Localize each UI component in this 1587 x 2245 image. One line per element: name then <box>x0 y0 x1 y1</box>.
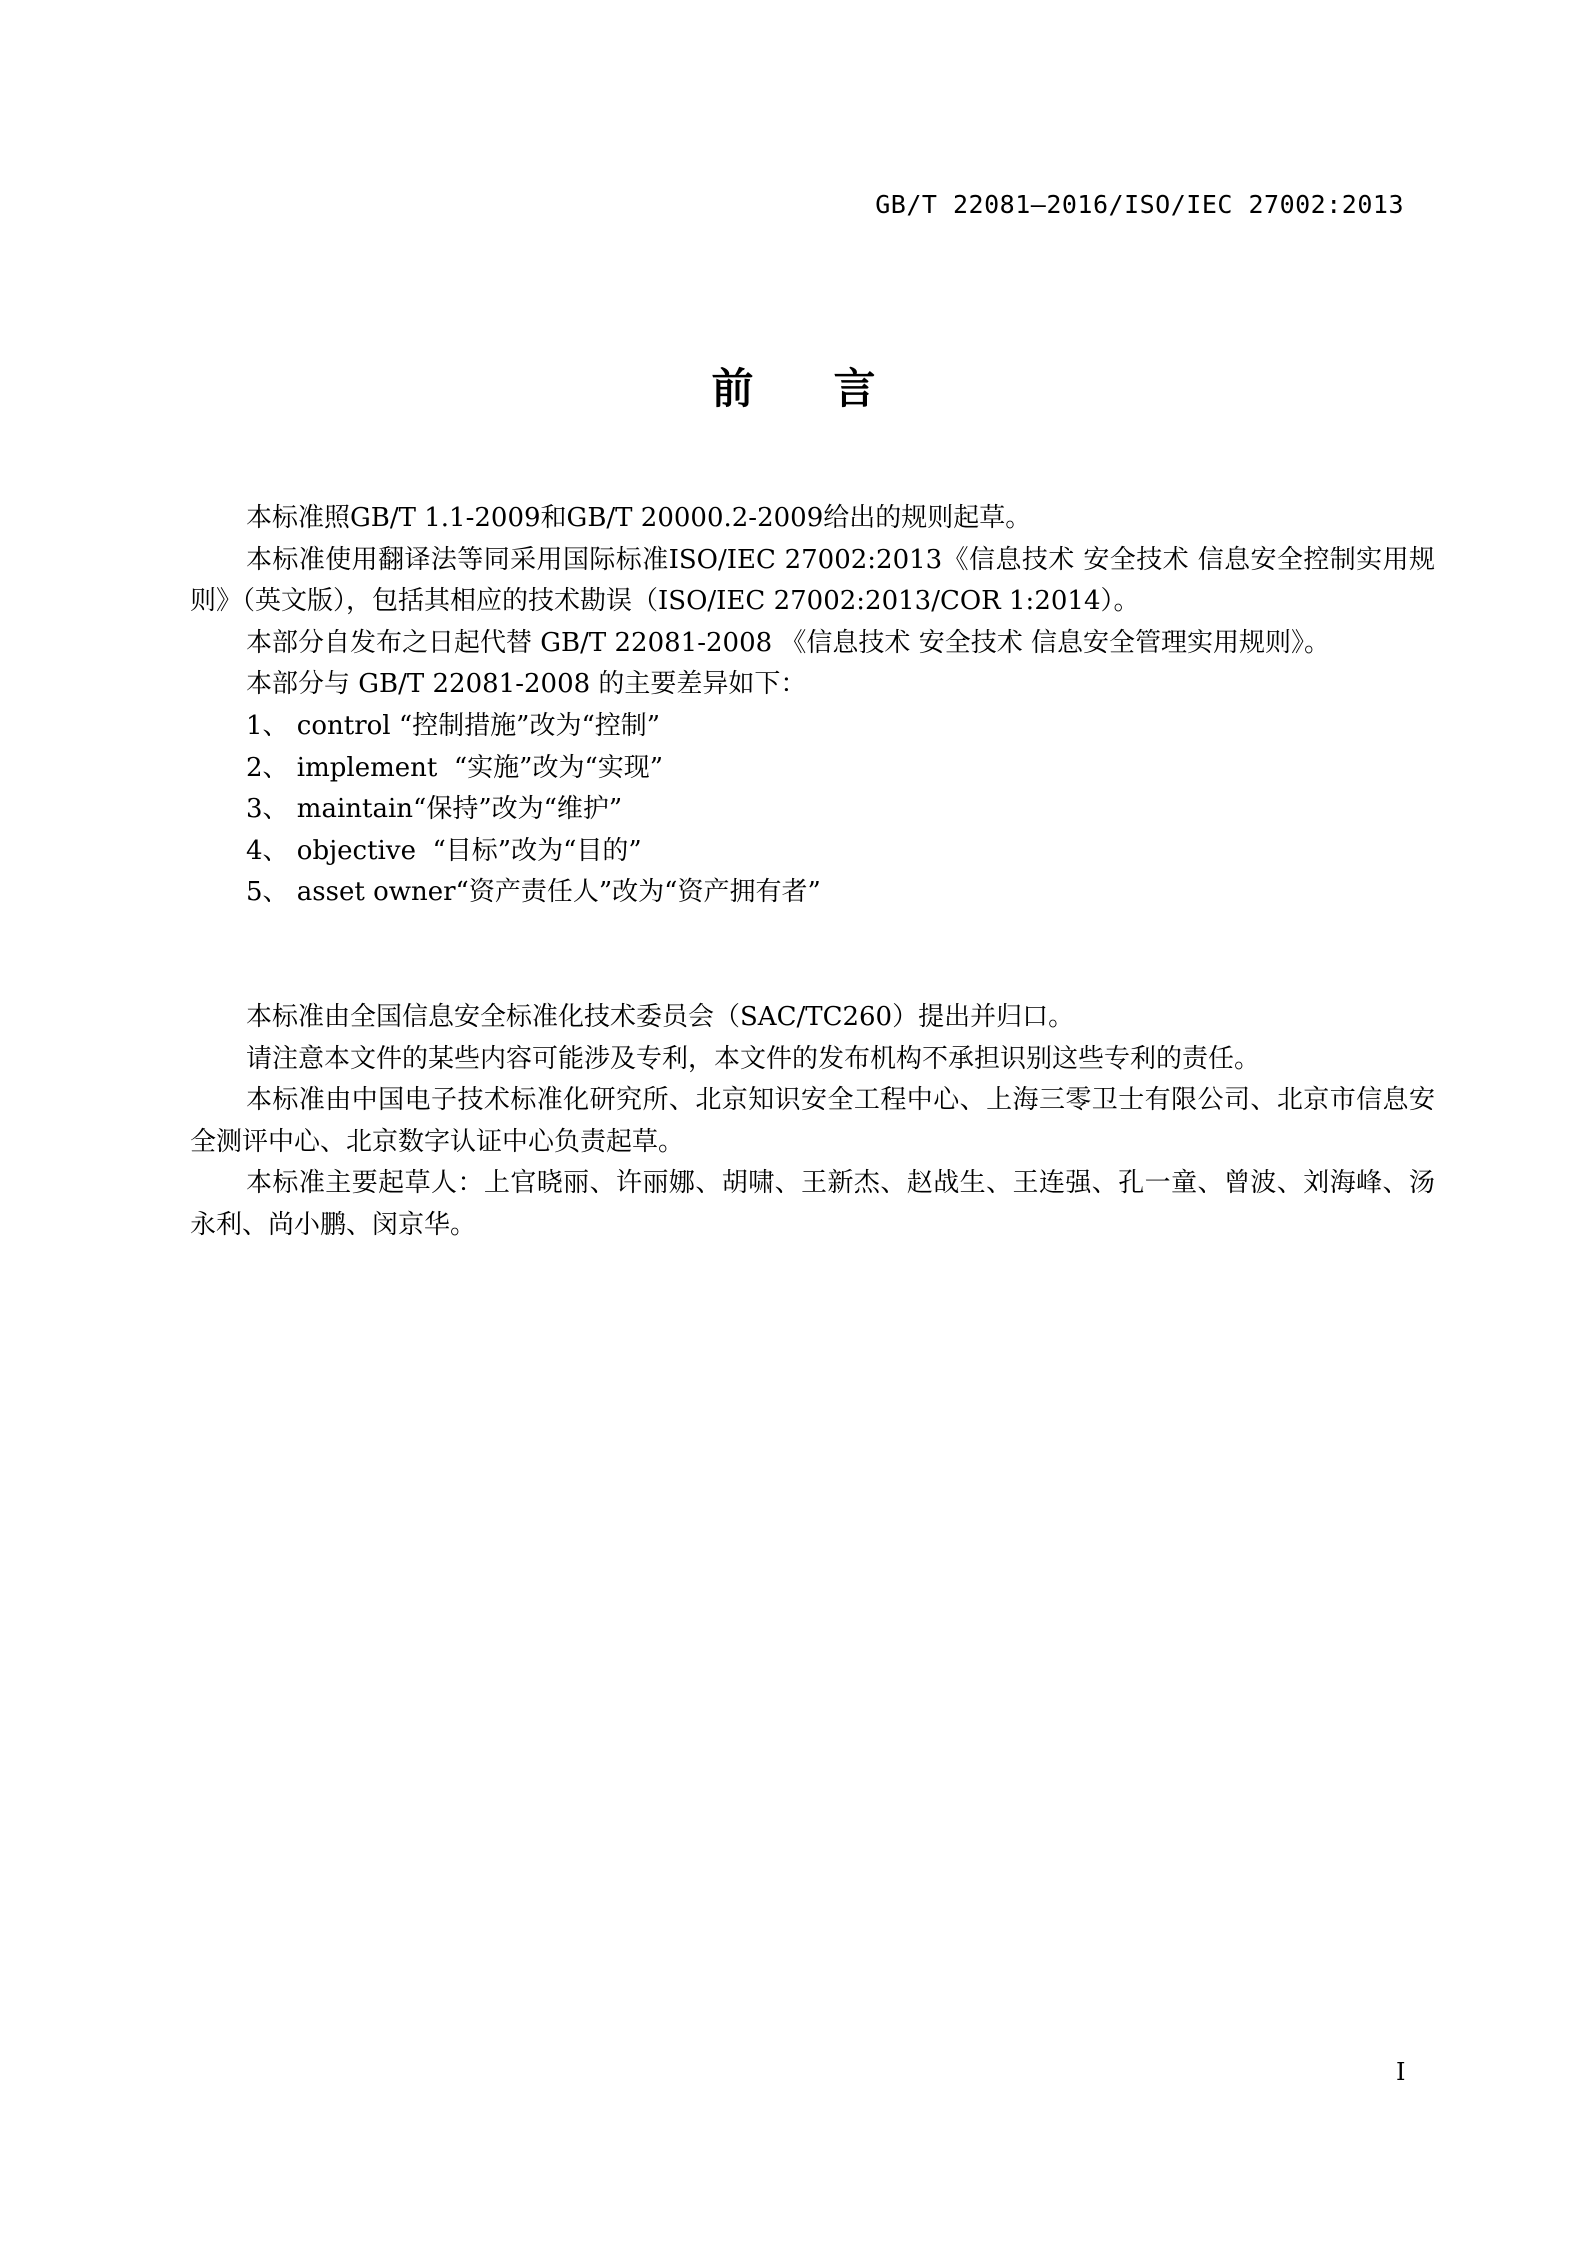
list-item: 5、 asset owner“资产责任人”改为“资产拥有者” <box>246 877 821 908</box>
list-item: 2、 implement “实施”改为“实现” <box>246 752 664 783</box>
paragraph-drafters: 本标准主要起草人：上官晓丽、许丽娜、胡啸、王新杰、赵战生、王连强、孔一童、曾波、刘海峰、汤永利、尚小鹏、闵京华。 <box>190 1168 1435 1240</box>
page-title: 前言 <box>711 364 956 413</box>
paragraph-replacement: 本部分自发布之日起代替 GB/T 22081-2008 《信息技术 安全技术 信息安全管理实用规则》。 <box>246 627 1330 658</box>
list-item: 3、 maintain“保持”改为“维护” <box>246 794 623 825</box>
page-number: I <box>1396 2058 1406 2086</box>
foreword-body <box>190 498 1435 1247</box>
paragraph-patent-notice: 请注意本文件的某些内容可能涉及专利，本文件的发布机构不承担识别这些专利的责任。 <box>246 1043 1261 1074</box>
list-item: 1、 control “控制措施”改为“控制” <box>246 710 661 741</box>
paragraph-proposer: 本标准由全国信息安全标准化技术委员会（SAC/TC260）提出并归口。 <box>246 1001 1075 1032</box>
paragraph-adoption: 本标准使用翻译法等同采用国际标准ISO/IEC 27002:2013《信息技术 安全技术 信息安全控制实用规则》（英文版），包括其相应的技术勘误（ISO/IEC 27002:2013/COR 1:2014）。 <box>190 544 1435 617</box>
paragraph-drafting-rules: 本标准照GB/T 1.1-2009和GB/T 20000.2-2009给出的规则起草。 <box>246 503 1032 533</box>
standard-code-header: GB/T 22081—2016/ISO/IEC 27002:2013 <box>875 190 1404 219</box>
paragraph-drafting-units: 本标准由中国电子技术标准化研究所、北京知识安全工程中心、上海三零卫士有限公司、北京市信息安全测评中心、北京数字认证中心负责起草。 <box>190 1085 1435 1157</box>
paragraph-differences-intro: 本部分与 GB/T 22081-2008 的主要差异如下： <box>246 669 807 700</box>
list-item: 4、 objective “目标”改为“目的” <box>246 835 642 866</box>
